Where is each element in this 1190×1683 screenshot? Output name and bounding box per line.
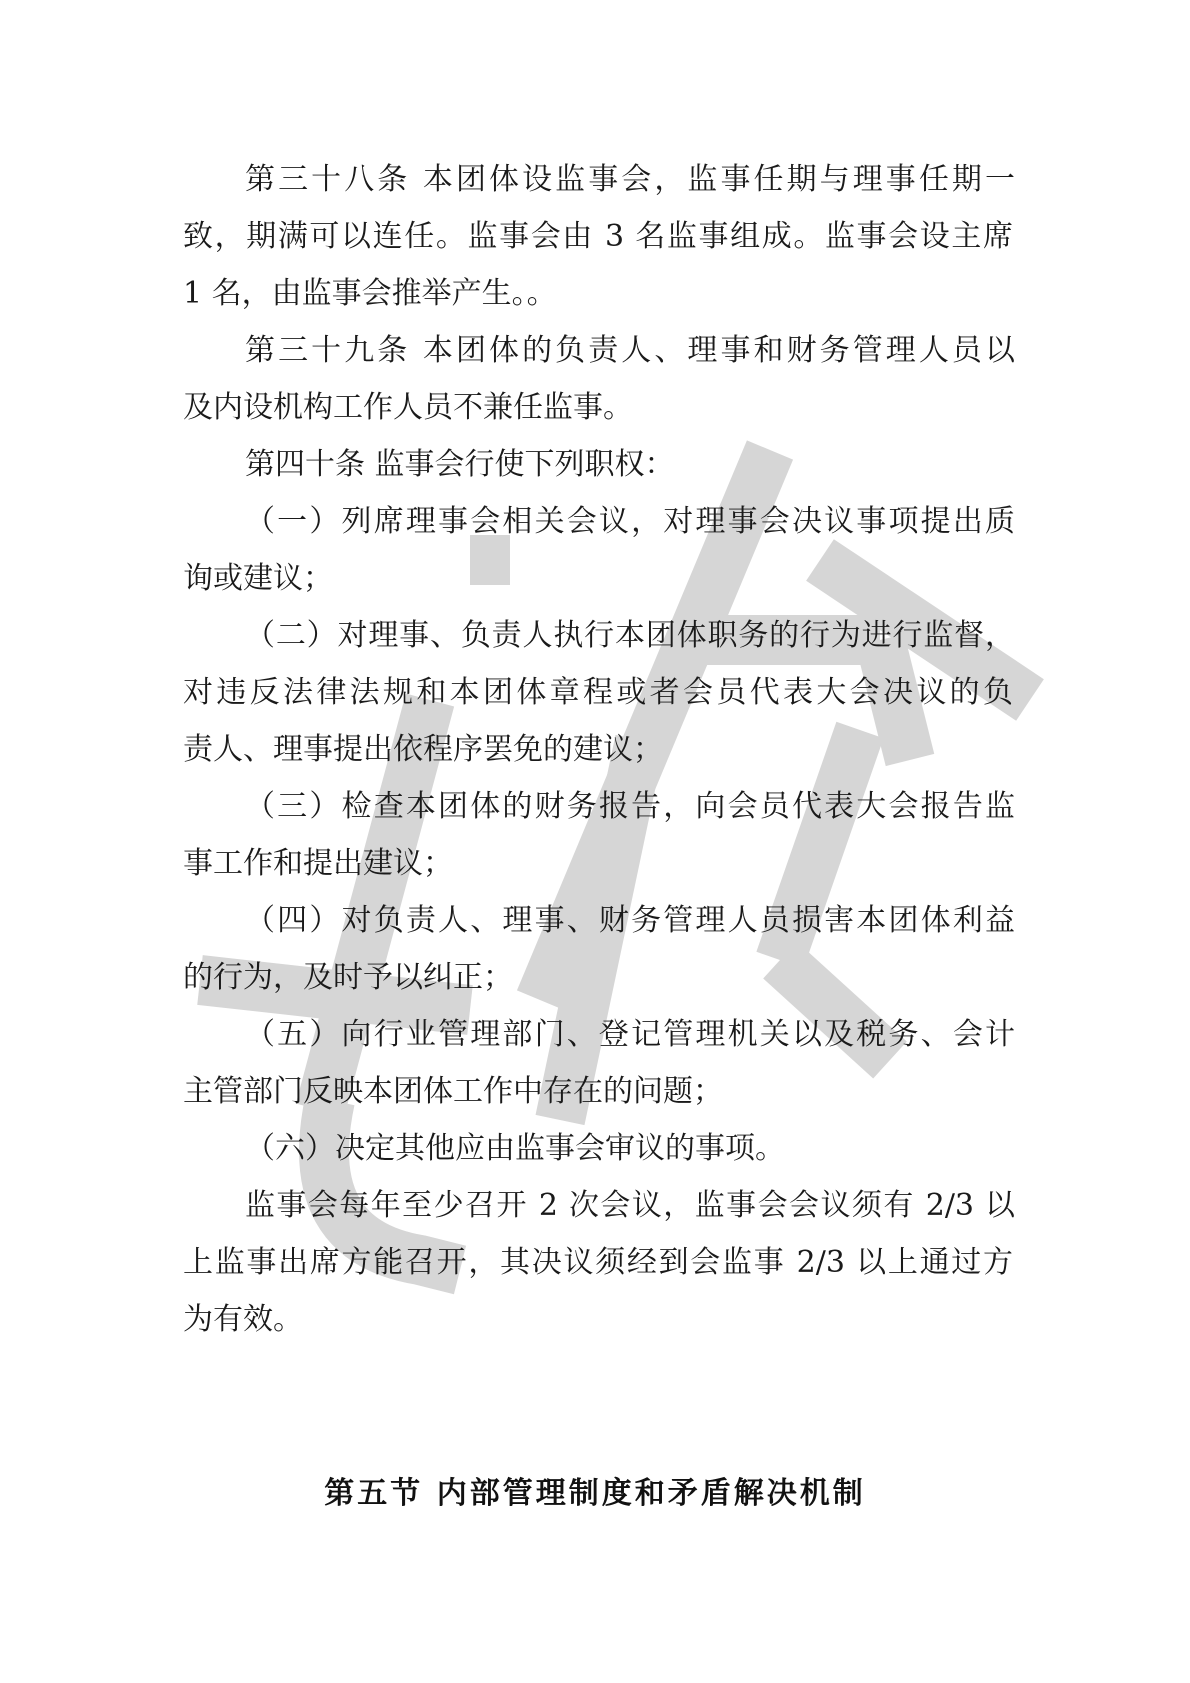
item-1-line-2: 询或建议； [183,561,333,596]
article-39-line-1: 第三十九条 本团体的负责人、理事和财务管理人员以 [245,333,1015,368]
item-1-line-1: （一）列席理事会相关会议，对理事会决议事项提出质 [245,504,1015,539]
item-3-line-1: （三）检查本团体的财务报告，向会员代表大会报告监 [245,789,1015,824]
meeting-rules-line-3: 为有效。 [183,1302,303,1337]
article-38-line-1: 第三十八条 本团体设监事会，监事任期与理事任期一 [245,162,1015,197]
item-2-line-2: 对违反法律法规和本团体章程或者会员代表大会决议的负 [183,675,1013,710]
article-38-line-3: 1 名，由监事会推举产生。。 [183,276,557,311]
item-4-line-1: （四）对负责人、理事、财务管理人员损害本团体利益 [245,903,1015,938]
article-40-line-1: 第四十条 监事会行使下列职权： [245,447,675,482]
section-heading: 第五节 内部管理制度和矛盾解决机制 [324,1476,866,1511]
item-4-line-2: 的行为，及时予以纠正； [183,960,513,995]
item-2-line-1: （二）对理事、负责人执行本团体职务的行为进行监督， [245,618,1015,653]
article-39-line-2: 及内设机构工作人员不兼任监事。 [183,390,633,425]
meeting-rules-line-2: 上监事出席方能召开，其决议须经到会监事 2/3 以上通过方 [183,1245,1013,1280]
item-5-line-2: 主管部门反映本团体工作中存在的问题； [183,1074,723,1109]
item-5-line-1: （五）向行业管理部门、登记管理机关以及税务、会计 [245,1017,1015,1052]
item-3-line-2: 事工作和提出建议； [183,846,453,881]
meeting-rules-line-1: 监事会每年至少召开 2 次会议，监事会会议须有 2/3 以 [245,1188,1015,1223]
item-6-line-1: （六）决定其他应由监事会审议的事项。 [245,1131,785,1166]
item-2-line-3: 责人、理事提出依程序罢免的建议； [183,732,663,767]
article-38-line-2: 致，期满可以连任。监事会由 3 名监事组成。监事会设主席 [183,219,1013,254]
